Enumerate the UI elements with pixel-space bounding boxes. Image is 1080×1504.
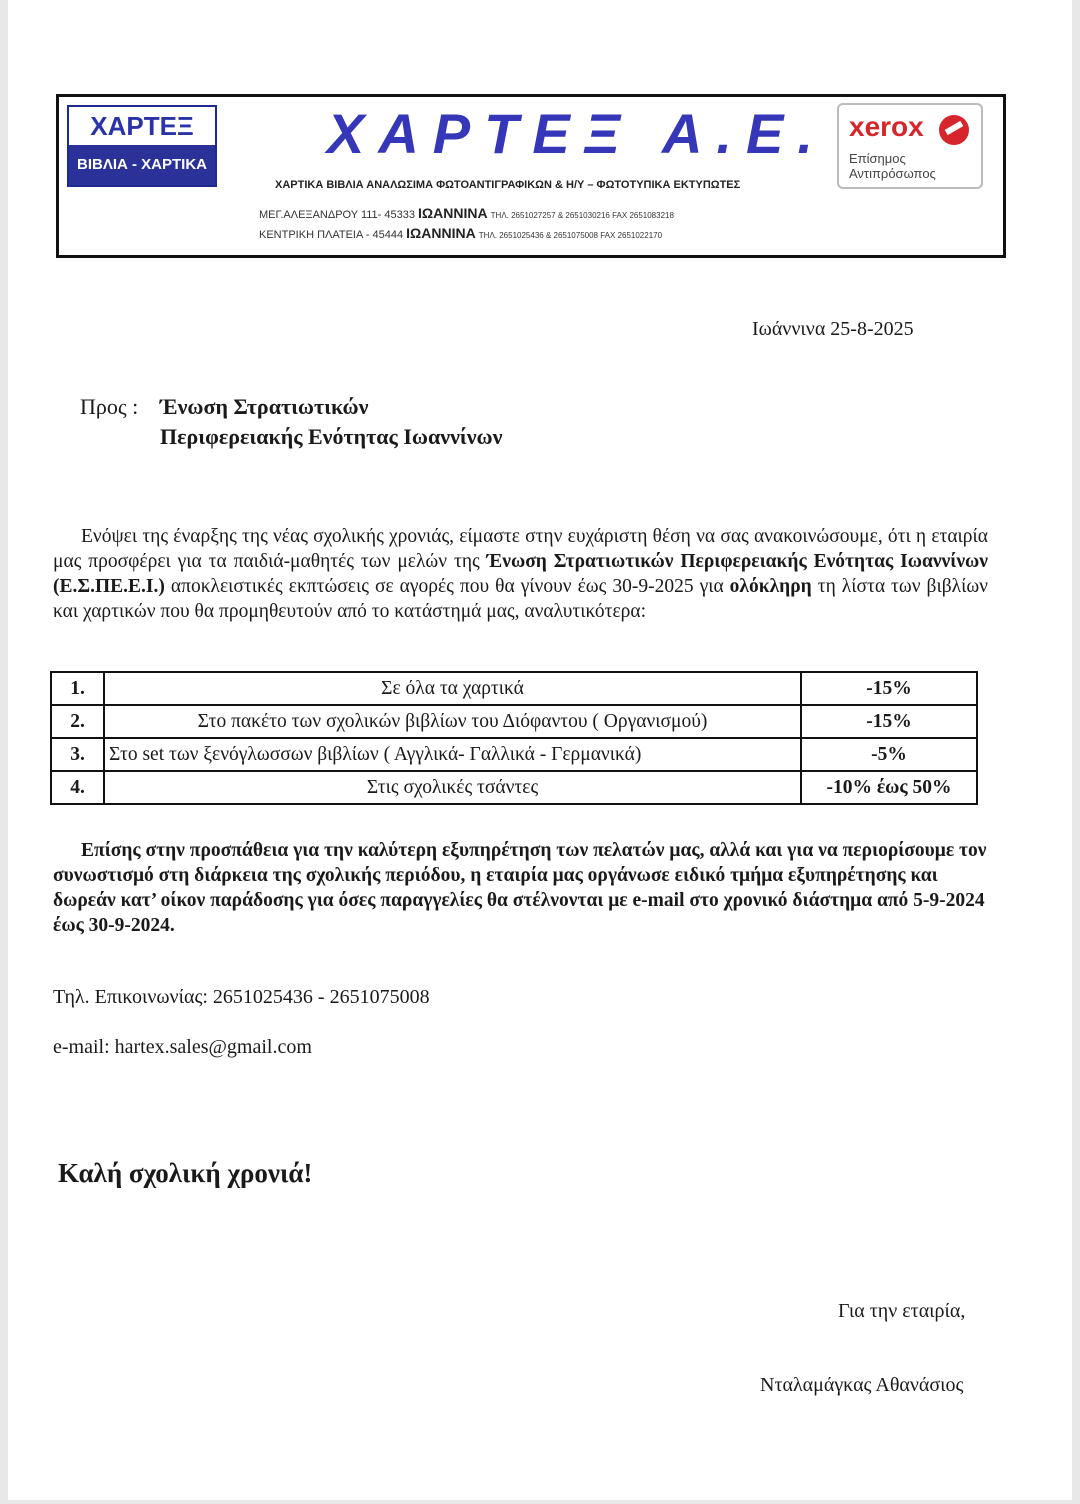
row-discount: -10% έως 50%	[801, 771, 977, 804]
partner-caption: Επίσημος Αντιπρόσωπος	[849, 151, 936, 181]
row-discount: -15%	[801, 672, 977, 705]
letter-page	[8, 0, 1072, 1500]
closing-greeting: Καλή σχολική χρονιά!	[58, 1158, 313, 1188]
recipient-label: Προς :	[80, 394, 139, 419]
table-row	[51, 705, 977, 738]
row-description: Στο set των ξενόγλωσσων βιβλίων ( Αγγλικά- Γαλλικά - Γερμανικά)	[104, 738, 801, 771]
xerox-wordmark: xerox	[849, 111, 924, 142]
company-logo	[67, 105, 217, 187]
recipient-line-2: Περιφερειακής Ενότητας Ιωαννίνων	[160, 424, 503, 449]
recipient-line-1: Ένωση Στρατιωτικών	[160, 394, 369, 419]
logo-subtitle: ΒΙΒΛΙΑ - ΧΑΡΤΙΚΑ	[69, 145, 215, 185]
row-number: 2.	[51, 705, 104, 738]
row-discount: -5%	[801, 738, 977, 771]
address-line-1: ΜΕΓ.ΑΛΕΞΑΝΔΡΟΥ 111- 45333 ΙΩΑΝΝΙΝΑ ΤΗΛ. 2651027257 & 2651030216 FAX 2651083218	[259, 205, 674, 221]
table-row	[51, 738, 977, 771]
row-description: Στις σχολικές τσάντες	[104, 771, 801, 804]
address-line-2: ΚΕΝΤΡΙΚΗ ΠΛΑΤΕΙΑ - 45444 ΙΩΑΝΝΙΝΑ ΤΗΛ. 2651025436 & 2651075008 FAX 2651022170	[259, 225, 663, 241]
delivery-paragraph: Επίσης στην προσπάθεια για την καλύτερη εξυπηρέτηση των πελατών μας, αλλά και για να περιορίσουμε τον συνωστισμό στη διάρκεια της σχολικής περιόδου, η εταιρία μας οργάνωσε ειδικό τμήμα εξυπηρέτησης και δωρεάν κατ’ οίκον παράδοσης για όσες παραγγελίες θα στέλνονται με e-mail στο χρονικό διάστημα από 5-9-2024 έως 30-9-2024.	[53, 840, 987, 936]
row-description: Στο πακέτο των σχολικών βιβλίων του Διόφαντου ( Οργανισμού)	[104, 705, 801, 738]
xerox-partner-logo	[837, 103, 983, 189]
logo-title: ΧΑΡΤΕΞ	[69, 107, 215, 145]
company-name: ΧΑΡΤΕΞ Α.Ε.	[327, 102, 827, 165]
table-row	[51, 771, 977, 804]
signer-name: Νταλαμάγκας Αθανάσιος	[760, 1374, 964, 1396]
xerox-sphere-icon	[939, 115, 969, 145]
letterhead	[56, 94, 1006, 258]
company-tagline: ΧΑΡΤΙΚΑ ΒΙΒΛΙΑ ΑΝΑΛΩΣΙΜΑ ΦΩΤΟΑΝΤΙΓΡΑΦΙΚΩΝ & Η/Υ – ΦΩΤΟΤΥΠΙΚΑ ΕΚΤΥΠΩΤΕΣ	[275, 179, 741, 191]
signoff: Για την εταιρία,	[838, 1300, 966, 1322]
letter-date: Ιωάννινα 25-8-2025	[752, 318, 914, 340]
row-number: 1.	[51, 672, 104, 705]
contact-email: e-mail: hartex.sales@gmail.com	[53, 1036, 312, 1058]
intro-paragraph: Ενόψει της έναρξης της νέας σχολικής χρονιάς, είμαστε στην ευχάριστη θέση να σας ανακοινώσουμε, ότι η εταιρία μας προσφέρει για τα παιδιά-μαθητές των μελών της Ένωση Στρατιωτικών Περιφερειακής Ενότητας Ιωαννίνων (Ε.Σ.ΠΕ.Ε.Ι.) αποκλειστικές εκπτώσεις σε αγορές που θα γίνουν έως 30-9-2025 για ολόκληρη τη λίστα των βιβλίων και χαρτικών που θα προμηθευτούν από το κατάστημά μας, αναλυτικότερα:	[53, 526, 988, 622]
discount-table	[50, 671, 978, 805]
table-row	[51, 672, 977, 705]
row-number: 4.	[51, 771, 104, 804]
contact-phone: Τηλ. Επικοινωνίας: 2651025436 - 2651075008	[53, 986, 430, 1008]
row-number: 3.	[51, 738, 104, 771]
row-discount: -15%	[801, 705, 977, 738]
row-description: Σε όλα τα χαρτικά	[104, 672, 801, 705]
